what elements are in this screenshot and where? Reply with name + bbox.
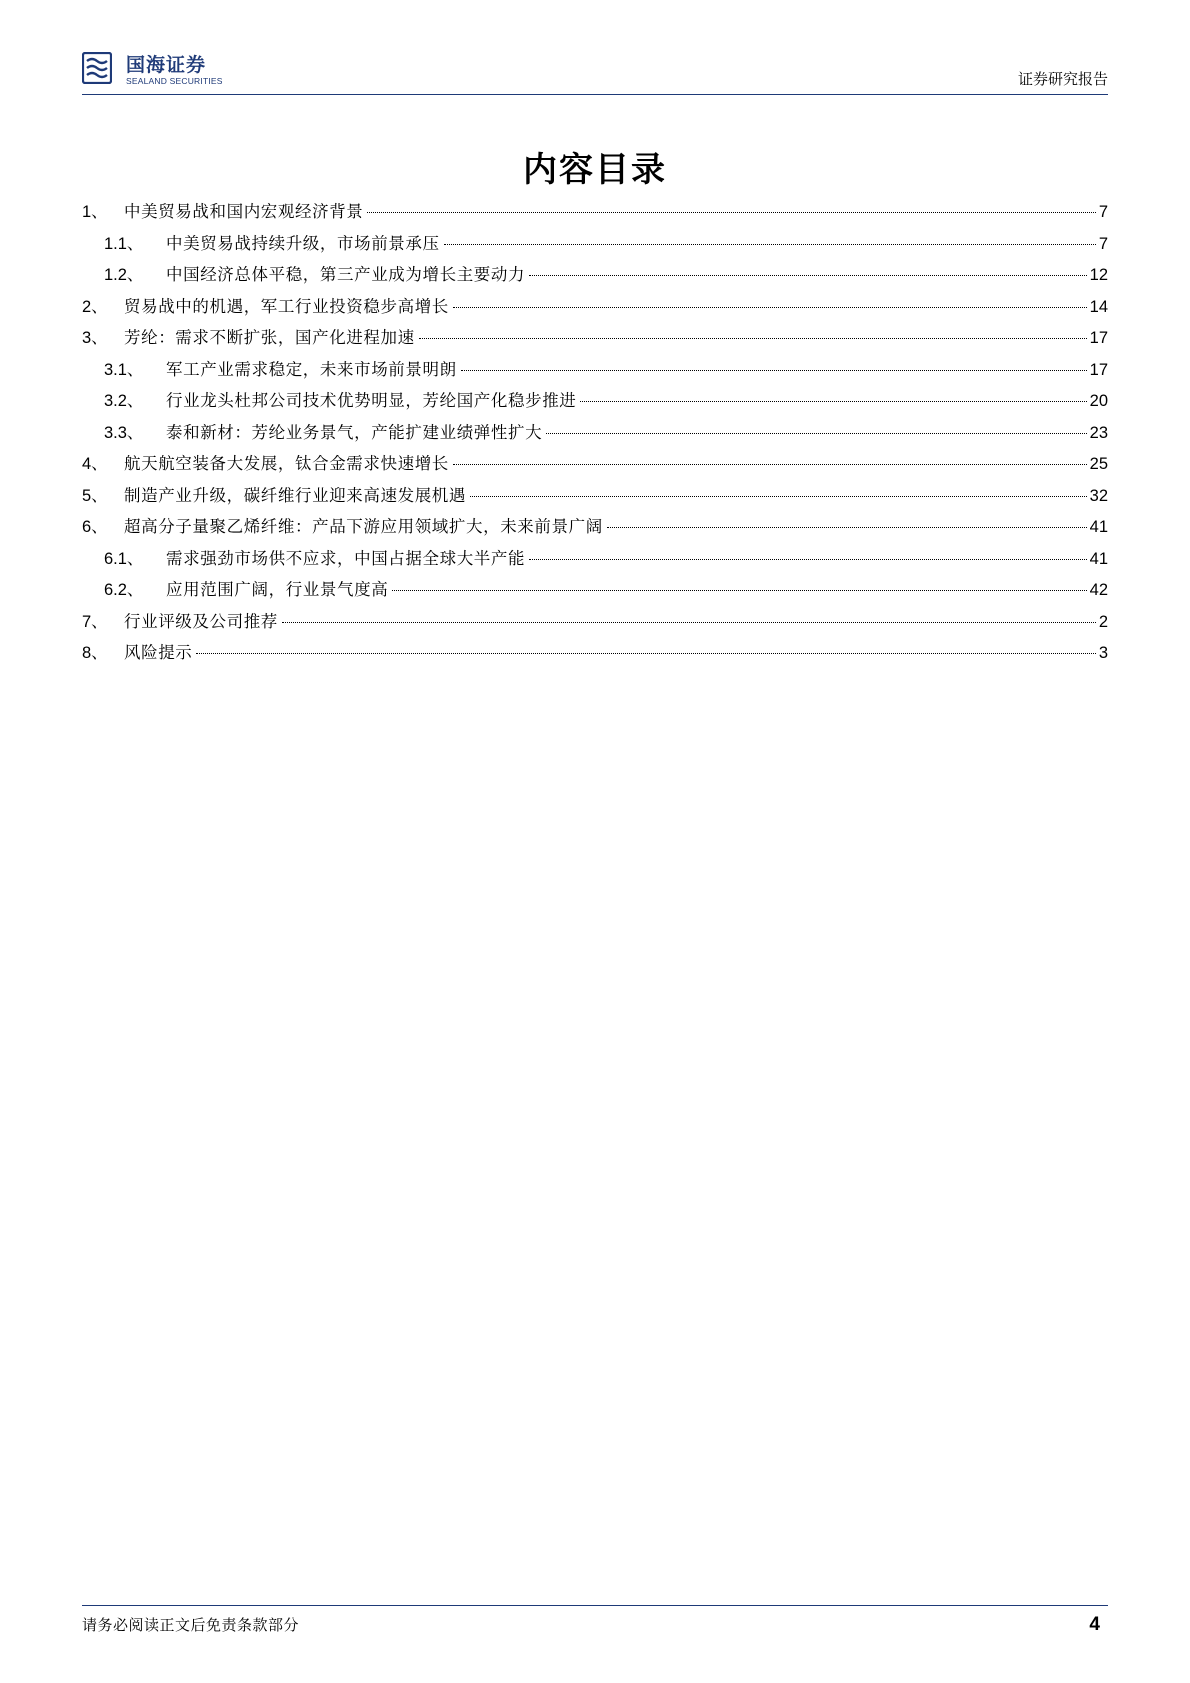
sealand-logo-icon — [82, 52, 112, 84]
toc-entry-title: 芳纶：需求不断扩张，国产化进程加速 — [124, 328, 415, 347]
toc-entry-number: 1、 — [82, 203, 108, 221]
toc-entry-number: 3.2、 — [104, 392, 144, 410]
toc-entry-number: 7、 — [82, 612, 108, 631]
toc-entry[interactable] — [82, 419, 1108, 451]
table-of-contents — [82, 198, 1108, 671]
toc-entry-title: 中美贸易战和国内宏观经济背景 — [124, 202, 364, 221]
toc-entry-title: 行业龙头杜邦公司技术优势明显，芳纶国产化稳步推进 — [166, 391, 577, 410]
toc-entry-page: 23 — [1089, 423, 1108, 442]
toc-dot-leader — [529, 275, 1087, 276]
toc-entry[interactable] — [82, 450, 1108, 482]
toc-entry[interactable] — [82, 324, 1108, 356]
toc-entry-page: 7 — [1098, 203, 1108, 221]
toc-dot-leader — [607, 527, 1087, 528]
toc-entry-title: 行业评级及公司推荐 — [124, 611, 278, 631]
logo-chinese-name: 国海证券 — [126, 54, 207, 76]
toc-entry-number: 5、 — [82, 486, 108, 505]
toc-entry[interactable] — [82, 482, 1108, 514]
report-type-label: 证券研究报告 — [1017, 70, 1108, 88]
toc-entry-title: 应用范围广阔，行业景气度高 — [166, 580, 389, 599]
toc-entry-title: 泰和新材：芳纶业务景气，产能扩建业绩弹性扩大 — [166, 422, 543, 442]
toc-entry-number: 6.1、 — [104, 549, 144, 568]
toc-entry-page: 25 — [1089, 455, 1108, 473]
toc-entry[interactable] — [82, 293, 1108, 325]
page-number: 4 — [1089, 1614, 1100, 1635]
toc-entry-number: 3.3、 — [104, 423, 144, 442]
toc-dot-leader — [196, 653, 1095, 654]
logo-english-name: SEALAND SECURITIES — [126, 76, 223, 86]
toc-entry-number: 1.1、 — [104, 234, 144, 253]
toc-entry[interactable] — [82, 230, 1108, 262]
toc-entry[interactable] — [82, 261, 1108, 293]
toc-entry[interactable] — [82, 576, 1108, 608]
toc-entry-page: 17 — [1089, 329, 1108, 347]
toc-entry-title: 中美贸易战持续升级，市场前景承压 — [166, 233, 440, 253]
toc-dot-leader — [529, 559, 1087, 560]
toc-entry-title: 风险提示 — [124, 643, 193, 662]
toc-entry-title: 贸易战中的机遇，军工行业投资稳步高增长 — [124, 296, 449, 316]
toc-dot-leader — [546, 433, 1086, 434]
toc-dot-leader — [444, 244, 1096, 245]
toc-entry-page: 42 — [1089, 581, 1108, 599]
toc-dot-leader — [419, 338, 1087, 339]
toc-entry-page: 2 — [1098, 612, 1108, 631]
toc-entry-page: 12 — [1089, 266, 1108, 284]
toc-dot-leader — [470, 496, 1087, 497]
page-header — [82, 48, 1108, 95]
toc-dot-leader — [453, 307, 1087, 308]
toc-entry-number: 3、 — [82, 329, 108, 347]
toc-dot-leader — [367, 212, 1095, 213]
toc-entry-title: 制造产业升级，碳纤维行业迎来高速发展机遇 — [124, 485, 466, 505]
toc-dot-leader — [453, 464, 1087, 465]
toc-entry[interactable] — [82, 608, 1108, 640]
toc-entry-title: 中国经济总体平稳，第三产业成为增长主要动力 — [166, 265, 526, 284]
toc-dot-leader — [392, 590, 1086, 591]
toc-entry-title: 军工产业需求稳定，未来市场前景明朗 — [166, 359, 457, 379]
toc-entry-title: 航天航空装备大发展，钛合金需求快速增长 — [124, 454, 449, 473]
sealand-logo — [82, 52, 302, 92]
toc-entry-page: 41 — [1089, 518, 1108, 536]
toc-entry-number: 1.2、 — [104, 266, 144, 284]
toc-entry[interactable] — [82, 513, 1108, 545]
toc-entry-page: 20 — [1089, 392, 1108, 410]
toc-entry-number: 3.1、 — [104, 360, 144, 379]
toc-title: 内容目录 — [523, 150, 667, 190]
toc-entry[interactable] — [82, 639, 1108, 671]
toc-entry-page: 41 — [1089, 549, 1108, 568]
toc-entry-page: 7 — [1098, 234, 1108, 253]
disclaimer-note: 请务必阅读正文后免责条款部分 — [82, 1616, 300, 1634]
toc-entry-number: 6.2、 — [104, 581, 144, 599]
toc-entry[interactable] — [82, 198, 1108, 230]
toc-entry-page: 32 — [1089, 486, 1108, 505]
page-footer — [82, 1605, 1108, 1646]
toc-entry-page: 17 — [1089, 360, 1108, 379]
toc-dot-leader — [282, 622, 1096, 623]
toc-entry-title: 超高分子量聚乙烯纤维：产品下游应用领域扩大，未来前景广阔 — [124, 517, 603, 536]
toc-entry-number: 4、 — [82, 455, 108, 473]
toc-entry[interactable] — [82, 545, 1108, 577]
toc-dot-leader — [461, 370, 1087, 371]
toc-entry-number: 6、 — [82, 518, 108, 536]
toc-entry[interactable] — [82, 387, 1108, 419]
toc-entry-number: 8、 — [82, 644, 108, 662]
toc-entry-page: 3 — [1098, 644, 1108, 662]
toc-dot-leader — [580, 401, 1086, 402]
toc-entry-page: 14 — [1089, 297, 1108, 316]
toc-entry-number: 2、 — [82, 297, 108, 316]
toc-entry[interactable] — [82, 356, 1108, 388]
toc-entry-title: 需求强劲市场供不应求，中国占据全球大半产能 — [166, 548, 526, 568]
